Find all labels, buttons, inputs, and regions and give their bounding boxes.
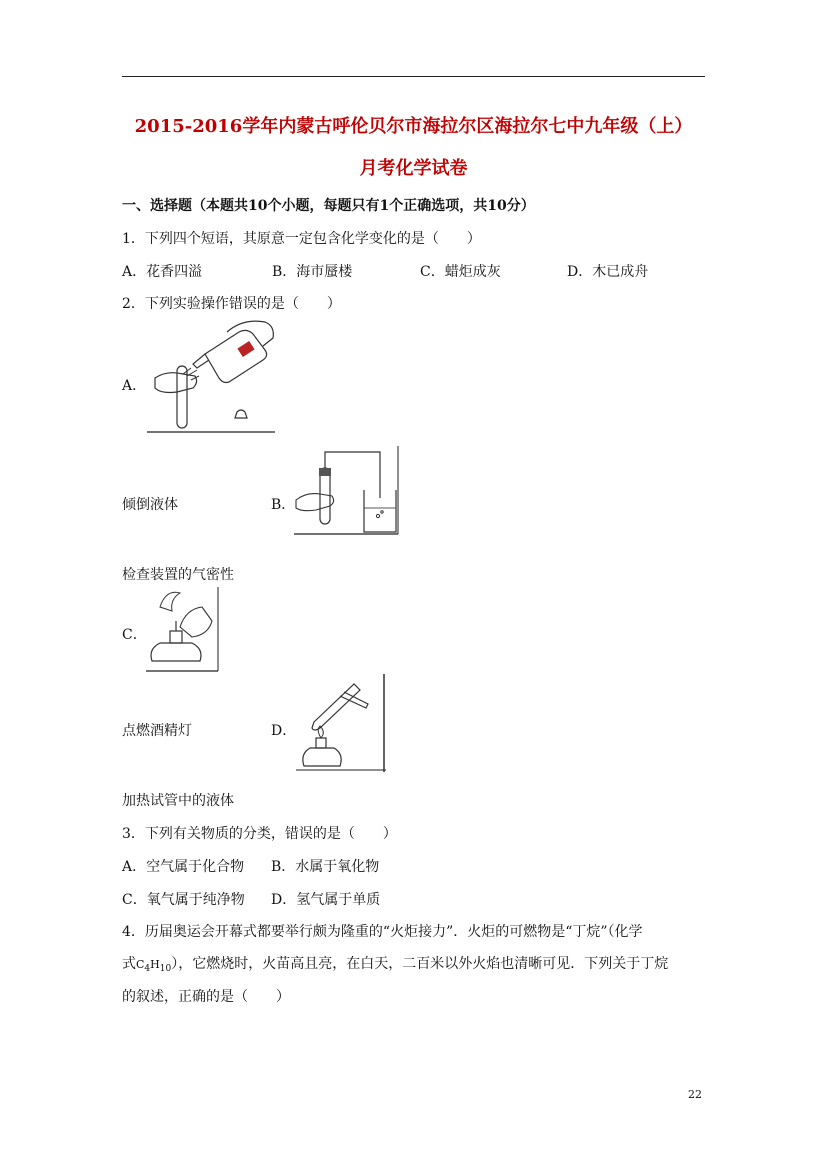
question-1-option-c: C．蜡炬成灰 — [420, 264, 501, 280]
lighting-alcohol-lamp-figure — [146, 587, 220, 673]
question-2-option-a-caption: 倾倒液体 — [122, 497, 178, 513]
question-1-option-a: A．花香四溢 — [122, 264, 203, 280]
question-2-option-c-label: C． — [122, 627, 147, 643]
question-2-option-b-label: B． — [271, 497, 296, 513]
exam-title-line1: 2015-2016学年内蒙古呼伦贝尔市海拉尔区海拉尔七中九年级（上） — [134, 116, 693, 137]
pouring-liquid-figure — [147, 318, 277, 436]
question-4-line3: 的叙述，正确的是（ ） — [122, 989, 290, 1005]
question-3-option-d: D．氢气属于单质 — [271, 892, 381, 908]
section-heading: 一、选择题（本题共10个小题，每题只有1个正确选项，共10分） — [122, 198, 535, 214]
question-2-option-a-label: A． — [122, 378, 147, 394]
question-1-stem: 1．下列四个短语，其原意一定包含化学变化的是（ ） — [122, 231, 481, 247]
question-3-option-b: B．水属于氧化物 — [271, 859, 380, 875]
airtightness-check-figure — [292, 446, 400, 536]
question-1-option-b: B．海市蜃楼 — [272, 264, 353, 280]
question-3-option-c: C．氧气属于纯净物 — [122, 892, 245, 908]
question-3-option-a: A．空气属于化合物 — [122, 859, 245, 875]
question-4-line1: 4．历届奥运会开幕式都要举行颇为隆重的“火炬接力”．火炬的可燃物是“丁烷”（化学 — [122, 924, 643, 940]
question-1-option-d: D．木已成舟 — [567, 264, 649, 280]
question-4-line2: 式$C_4H_{10}$），它燃烧时，火苗高且亮，在白天，二百米以外火焰也清晰可见．下列关于丁烷 — [122, 956, 669, 975]
header-rule — [122, 76, 705, 77]
page-number: 22 — [688, 1088, 702, 1101]
question-2-stem: 2．下列实验操作错误的是（ ） — [122, 296, 341, 312]
question-3-stem: 3．下列有关物质的分类，错误的是（ ） — [122, 826, 397, 842]
question-2-option-d-caption: 加热试管中的液体 — [122, 793, 234, 809]
heating-test-tube-figure — [296, 674, 390, 774]
exam-title-line2: 月考化学试卷 — [359, 158, 468, 179]
question-2-option-d-label: D． — [271, 723, 297, 739]
question-2-option-c-caption: 点燃酒精灯 — [122, 723, 192, 739]
question-2-option-b-caption: 检查装置的气密性 — [122, 567, 234, 583]
